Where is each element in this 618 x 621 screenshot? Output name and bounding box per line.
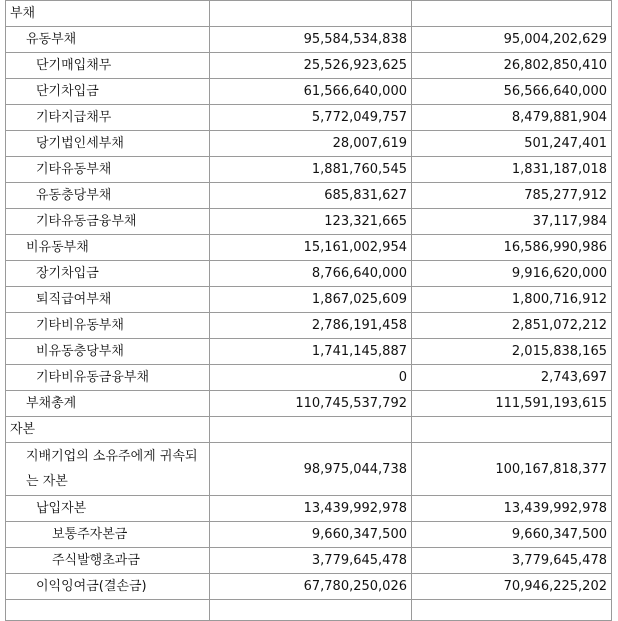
row-label: 비유동부채 [6, 235, 210, 261]
table-row [6, 209, 612, 235]
financial-statement-table [5, 0, 612, 621]
row-label: 단기차입금 [6, 79, 210, 105]
value-prior-period: 70,946,225,202 [412, 574, 612, 600]
value-prior-period [412, 1, 612, 27]
row-label: 자본 [6, 417, 210, 443]
value-current-period: 0 [210, 365, 412, 391]
value-prior-period: 111,591,193,615 [412, 391, 612, 417]
row-label: 기타비유동부채 [6, 313, 210, 339]
value-current-period: 3,779,645,478 [210, 548, 412, 574]
value-current-period: 13,439,992,978 [210, 496, 412, 522]
table-row [6, 287, 612, 313]
table-row [6, 157, 612, 183]
row-label: 기타유동금융부채 [6, 209, 210, 235]
row-label: 당기법인세부채 [6, 131, 210, 157]
table-row [6, 443, 612, 496]
value-current-period: 28,007,619 [210, 131, 412, 157]
row-label: 부채 [6, 1, 210, 27]
table-row [6, 261, 612, 287]
value-current-period: 123,321,665 [210, 209, 412, 235]
value-current-period: 67,780,250,026 [210, 574, 412, 600]
table-row [6, 53, 612, 79]
table-row [6, 131, 612, 157]
table-row [6, 600, 612, 621]
table-body [6, 1, 612, 621]
value-prior-period [412, 600, 612, 621]
row-label: 단기매입채무 [6, 53, 210, 79]
value-current-period: 9,660,347,500 [210, 522, 412, 548]
value-current-period [210, 600, 412, 621]
table-row [6, 79, 612, 105]
table-row [6, 339, 612, 365]
value-prior-period: 95,004,202,629 [412, 27, 612, 53]
row-label: 기타유동부채 [6, 157, 210, 183]
value-current-period: 15,161,002,954 [210, 235, 412, 261]
table-row [6, 522, 612, 548]
table-row [6, 417, 612, 443]
value-prior-period: 2,851,072,212 [412, 313, 612, 339]
row-label: 지배기업의 소유주에게 귀속되는 자본 [6, 443, 210, 496]
value-current-period: 1,741,145,887 [210, 339, 412, 365]
value-prior-period: 1,800,716,912 [412, 287, 612, 313]
table-row [6, 574, 612, 600]
value-current-period: 1,867,025,609 [210, 287, 412, 313]
value-prior-period: 9,660,347,500 [412, 522, 612, 548]
value-prior-period: 100,167,818,377 [412, 443, 612, 496]
table-row [6, 313, 612, 339]
value-current-period: 110,745,537,792 [210, 391, 412, 417]
row-label: 유동충당부채 [6, 183, 210, 209]
row-label: 이익잉여금(결손금) [6, 574, 210, 600]
table-row [6, 496, 612, 522]
row-label [6, 600, 210, 621]
row-label: 장기차입금 [6, 261, 210, 287]
value-current-period: 1,881,760,545 [210, 157, 412, 183]
table-row [6, 365, 612, 391]
table-row [6, 27, 612, 53]
row-label: 유동부채 [6, 27, 210, 53]
value-prior-period: 13,439,992,978 [412, 496, 612, 522]
value-prior-period: 3,779,645,478 [412, 548, 612, 574]
table-row [6, 183, 612, 209]
value-prior-period: 9,916,620,000 [412, 261, 612, 287]
value-current-period: 5,772,049,757 [210, 105, 412, 131]
row-label: 비유동충당부채 [6, 339, 210, 365]
value-current-period: 98,975,044,738 [210, 443, 412, 496]
value-current-period: 8,766,640,000 [210, 261, 412, 287]
table-row [6, 1, 612, 27]
value-prior-period [412, 417, 612, 443]
table-row [6, 391, 612, 417]
row-label: 부채총계 [6, 391, 210, 417]
value-prior-period: 501,247,401 [412, 131, 612, 157]
row-label: 퇴직급여부채 [6, 287, 210, 313]
value-prior-period: 2,743,697 [412, 365, 612, 391]
table-row [6, 548, 612, 574]
value-prior-period: 8,479,881,904 [412, 105, 612, 131]
value-current-period: 25,526,923,625 [210, 53, 412, 79]
value-current-period [210, 1, 412, 27]
row-label: 기타지급채무 [6, 105, 210, 131]
value-prior-period: 16,586,990,986 [412, 235, 612, 261]
value-prior-period: 2,015,838,165 [412, 339, 612, 365]
value-current-period: 685,831,627 [210, 183, 412, 209]
value-current-period: 95,584,534,838 [210, 27, 412, 53]
value-prior-period: 37,117,984 [412, 209, 612, 235]
value-current-period: 2,786,191,458 [210, 313, 412, 339]
row-label: 보통주자본금 [6, 522, 210, 548]
value-current-period [210, 417, 412, 443]
row-label: 납입자본 [6, 496, 210, 522]
value-prior-period: 785,277,912 [412, 183, 612, 209]
value-prior-period: 56,566,640,000 [412, 79, 612, 105]
table-row [6, 105, 612, 131]
value-prior-period: 26,802,850,410 [412, 53, 612, 79]
row-label: 주식발행초과금 [6, 548, 210, 574]
value-prior-period: 1,831,187,018 [412, 157, 612, 183]
value-current-period: 61,566,640,000 [210, 79, 412, 105]
row-label: 기타비유동금융부채 [6, 365, 210, 391]
table-row [6, 235, 612, 261]
